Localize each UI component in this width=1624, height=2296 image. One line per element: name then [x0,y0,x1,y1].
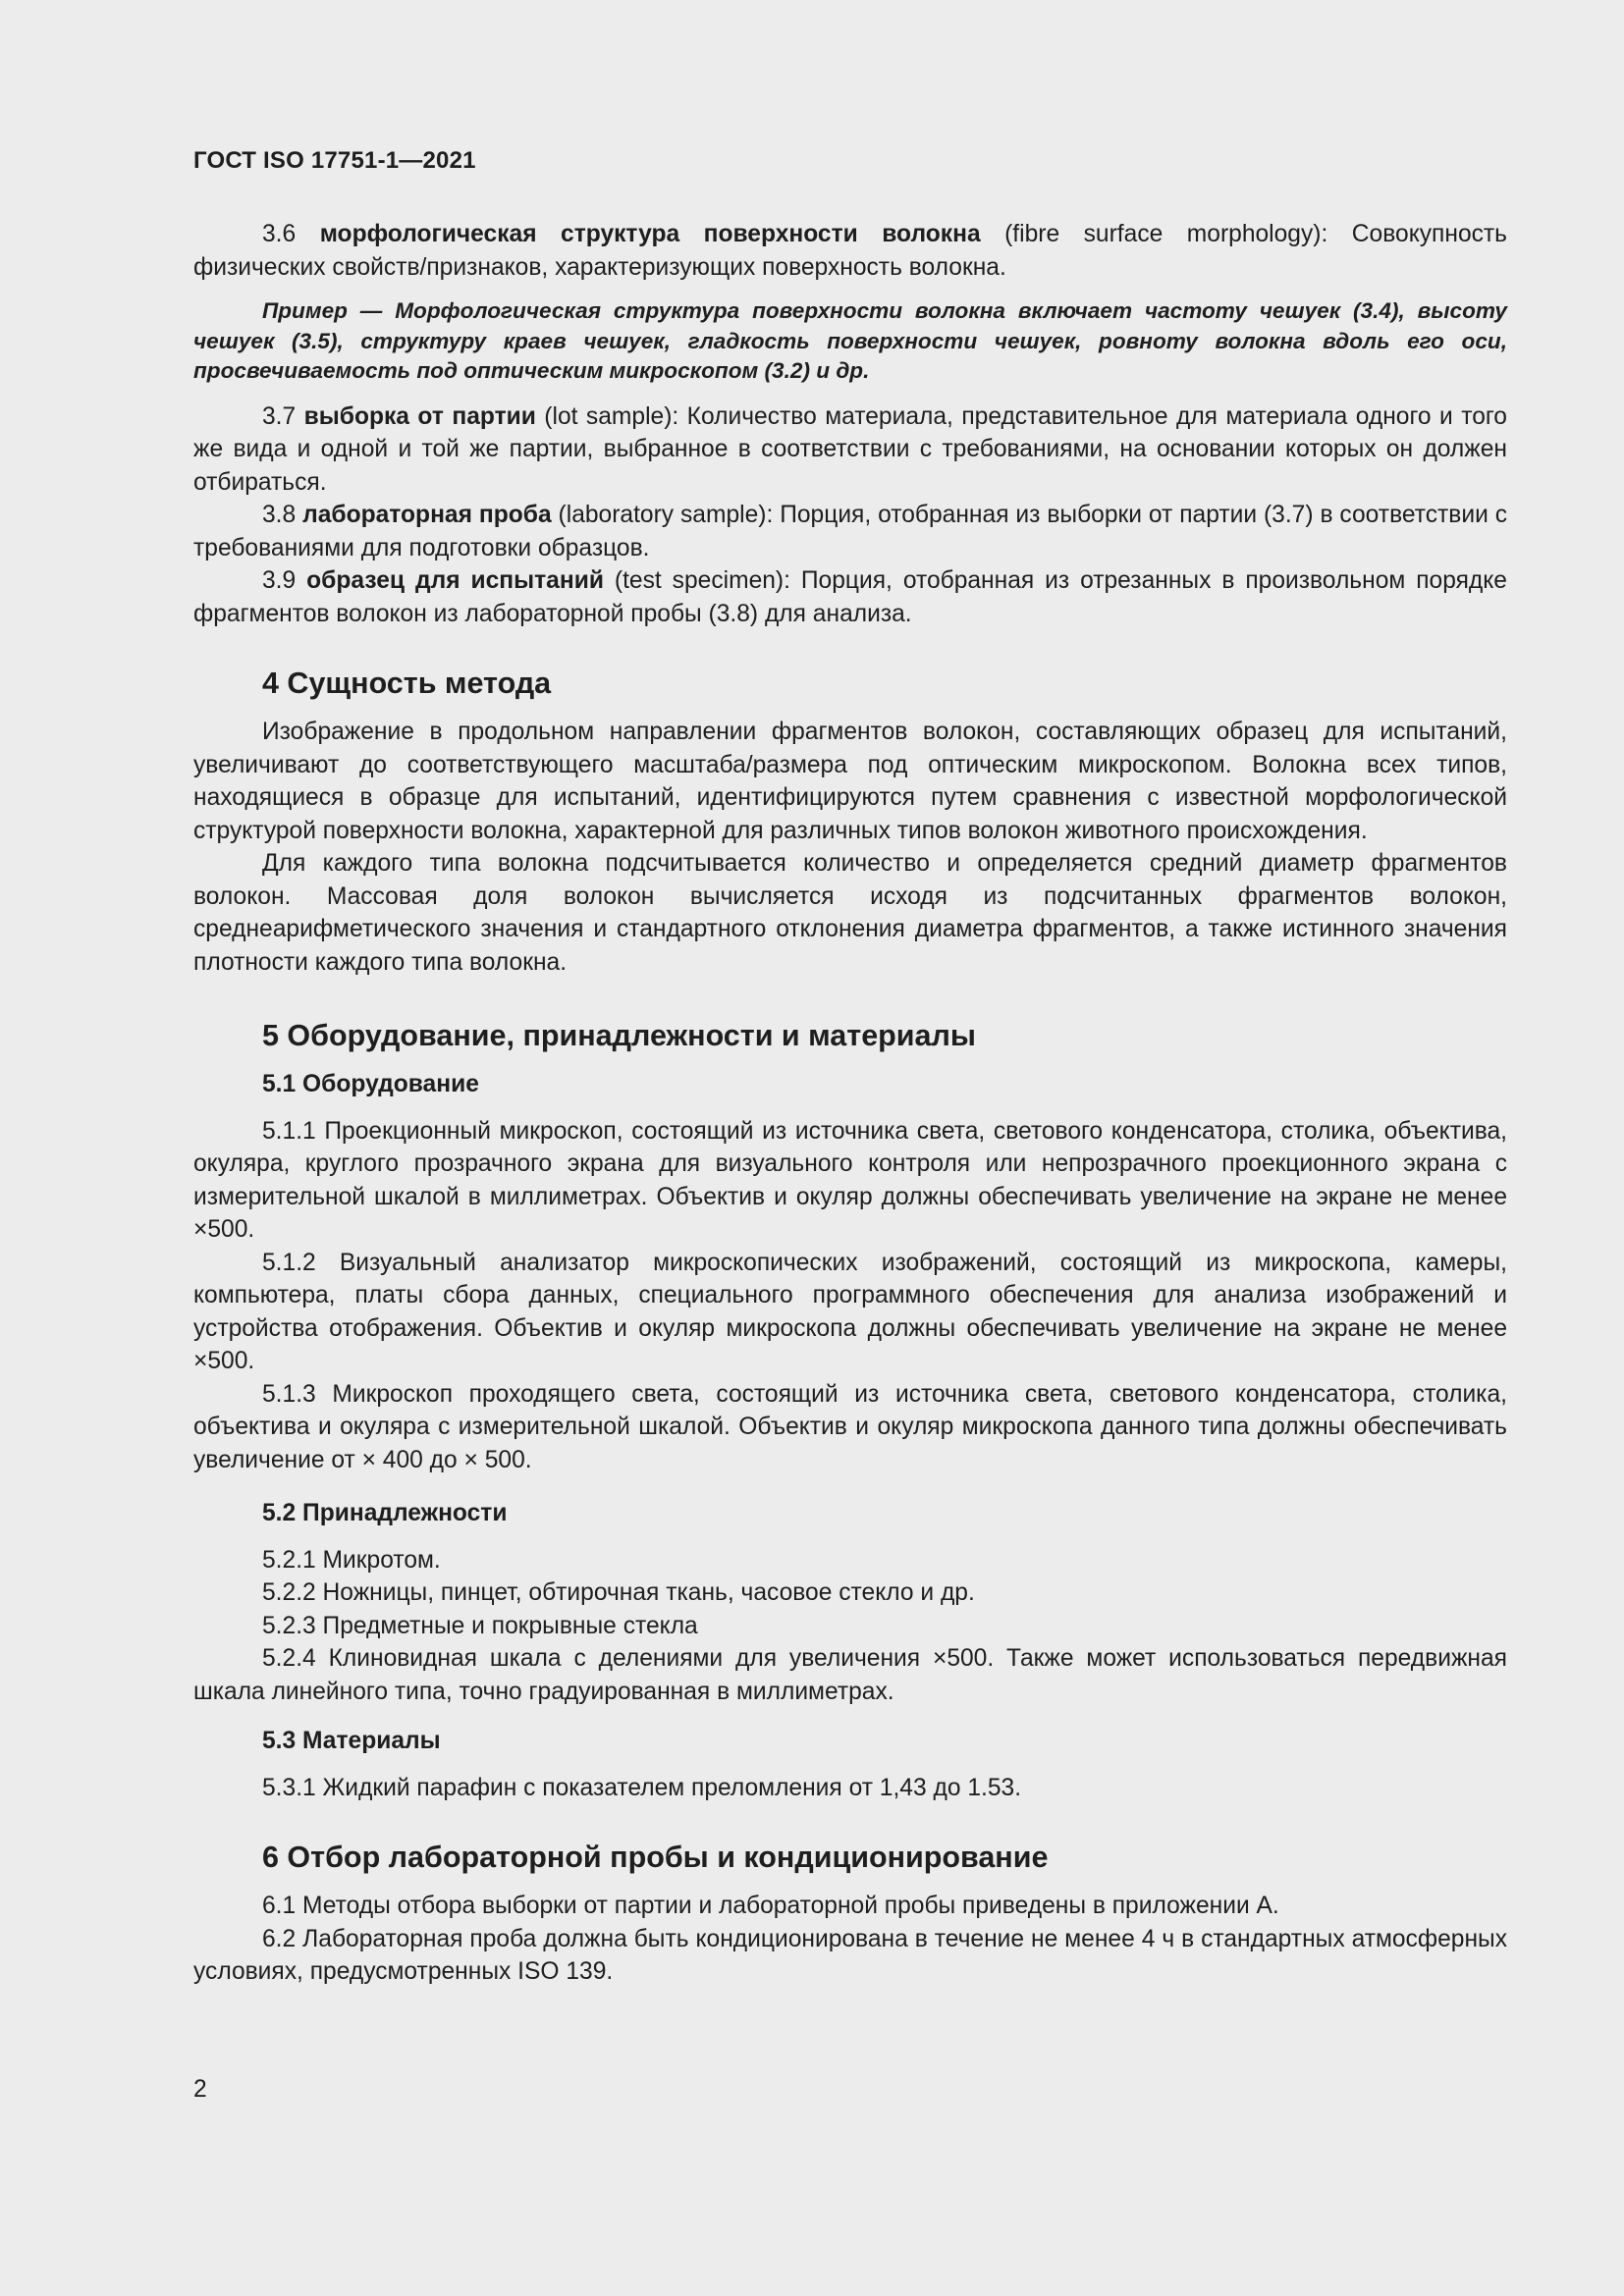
definition: (test specimen): Порция, отобранная из отрезанных в произвольном порядке фрагментов волокон из лабораторной пробы (3.8) для анализа. [193,567,1507,627]
section-5-title: 5 Оборудование, принадлежности и материалы [262,1019,976,1052]
clause-number: 3.8 [262,502,303,528]
subsection-5-2-title: 5.2 Принадлежности [262,1500,508,1526]
clause-6-2: 6.2 Лабораторная проба должна быть кондиционирована в течение не менее 4 ч в стандартных атмосферных условиях, предусмотренных ISO 139. [193,1925,1507,1985]
clause-3-8 [193,499,1507,564]
term: выборка от партии [303,402,536,430]
section-4-paragraph-2: Для каждого типа волокна подсчитывается количество и определяется средний диаметр фрагментов волокон. Массовая доля волокон вычисляется исходя из подсчитанных фрагментов волокон, среднеарифметического значения и стандартного отклонения диаметра фрагментов, а также истинного значения плотности каждого типа волокна. [193,850,1507,976]
clause-5-1-1: 5.1.1 Проекционный микроскоп, состоящий из источника света, светового конденсатора, столика, объектива, окуляра, круглого прозрачного экрана для визуального контроля или непрозрачного проекционного экрана с измерительной шкалой в миллиметрах. Объектив и окуляр должны обеспечивать увеличение на экране не менее ×500. [193,1117,1507,1243]
section-4-title: 4 Сущность метода [262,667,552,700]
definition: (lot sample): Количество материала, представительное для материала одного и того же вида и одной и той же партии, выбранное в соответствии с требованиями, на основании которых он должен отбираться. [193,402,1507,496]
section-4-paragraph-1: Изображение в продольном направлении фрагментов волокон, составляющих образец для испытаний, увеличивают до соответствующего масштаба/размера под оптическим микроскопом. Волокна всех типов, находящиеся в образце для испытаний, идентифицируются путем сравнения с известной морфологической структурой поверхности волокна, характерной для различных типов волокон животного происхождения. [193,719,1507,844]
subsection-5-1-title: 5.1 Оборудование [262,1071,479,1097]
document-header: ГОСТ ISO 17751-1—2021 [193,147,476,174]
definition: (laboratory sample): Порция, отобранная из выборки от партии (3.7) в соответствии с требованиями для подготовки образцов. [193,502,1508,561]
clause-5-1-2: 5.1.2 Визуальный анализатор микроскопических изображений, состоящий из микроскопа, камеры, компьютера, платы сбора данных, специального программного обеспечения для анализа изображений и устройства отображения. Объектив и окуляр микроскопа должны обеспечивать увеличение на экране не менее ×500. [193,1249,1507,1374]
clause-number: 3.7 [262,402,304,430]
clause-3-9 [193,564,1507,630]
term: лабораторная проба [302,502,552,528]
clause-5-2-2: 5.2.2 Ножницы, пинцет, обтирочная ткань, часовое стекло и др. [262,1579,975,1606]
term: морфологическая структура поверхности волокна [319,221,981,247]
clause-3-7 [193,400,1507,500]
page-content [193,147,1507,1989]
clause-5-3-1: 5.3.1 Жидкий парафин с показателем преломления от 1,43 до 1.53. [262,1774,1022,1801]
clause-5-2-3: 5.2.3 Предметные и покрывные стекла [262,1612,698,1639]
subsection-5-3-title: 5.3 Материалы [262,1728,441,1754]
clause-5-1-3: 5.1.3 Микроскоп проходящего света, состоящий из источника света, светового конденсатора, столика, объектива и окуляра с измерительной шкалой. Объектив и окуляр микроскопа данного типа должны обеспечивать увеличение от × 400 до × 500. [193,1380,1507,1473]
clause-3-6 [193,218,1507,284]
term: образец для испытаний [306,567,604,594]
section-6-title: 6 Отбор лабораторной пробы и кондиционирование [262,1841,1049,1874]
clause-number: 3.6 [262,221,320,247]
clause-5-2-1: 5.2.1 Микротом. [262,1546,441,1574]
clause-number: 3.9 [262,567,307,594]
clause-5-2-4: 5.2.4 Клиновидная шкала с делениями для увеличения ×500. Также может использоваться передвижная шкала линейного типа, точно градуированная в миллиметрах. [193,1645,1507,1705]
example-note: Пример — Морфологическая структура поверхности волокна включает частоту чешуек (3.4), высоту чешуек (3.5), структуру краев чешуек, гладкость поверхности чешуек, ровноту волокна вдоль его оси, просвечиваемость под оптическим микроскопом (3.2) и др. [193,298,1507,383]
clause-6-1: 6.1 Методы отбора выборки от партии и лабораторной пробы приведены в приложении А. [262,1893,1279,1919]
definition: (fibre surface morphology): Совокупность физических свойств/признаков, характеризующих поверхность волокна. [193,221,1507,281]
page-number: 2 [193,2076,207,2103]
